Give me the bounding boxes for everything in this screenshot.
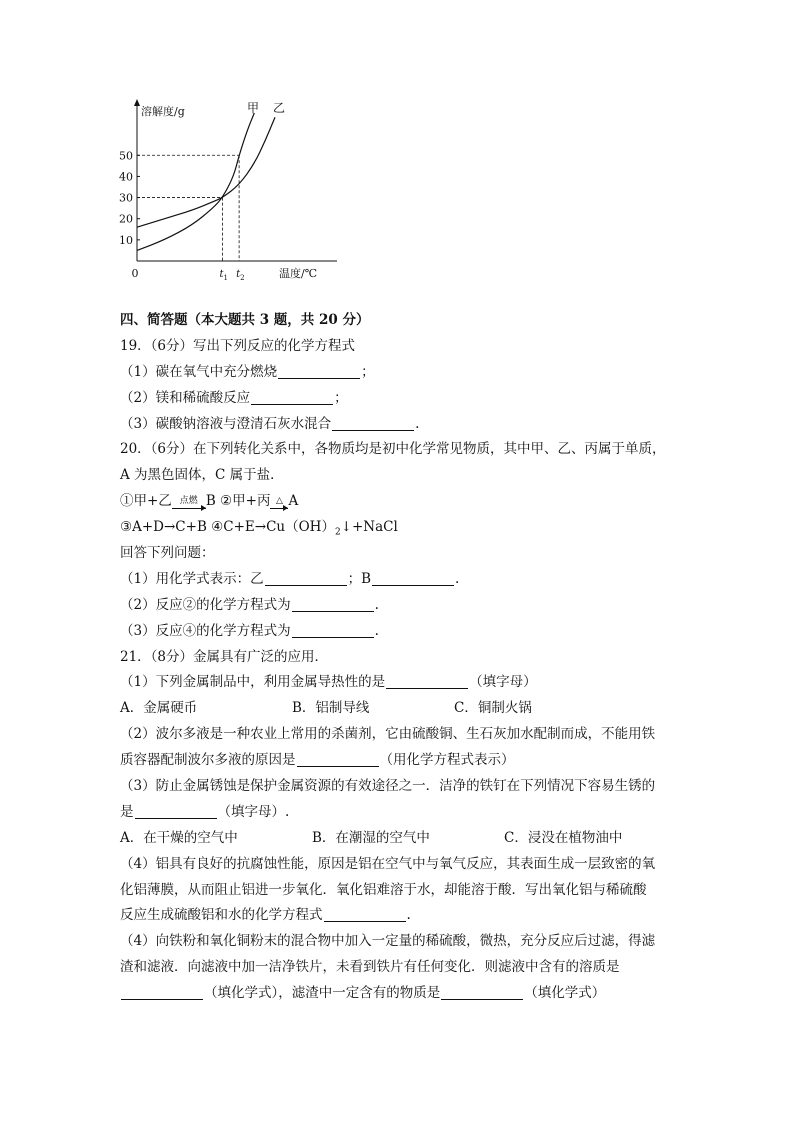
answer-blank[interactable] — [297, 752, 379, 767]
q21-part3-line2 — [120, 800, 680, 826]
q20-a1-end: . — [455, 570, 460, 587]
q19-p2-text: （2）镁和稀硫酸反应 — [120, 389, 251, 406]
reaction-1-left: ①甲+乙 — [120, 493, 172, 510]
q21-p3-text: 是 — [120, 803, 134, 820]
q21-part2-line1: （2）波尔多液是一种农业上常用的杀菌剂，它由硫酸铜、生石灰加水配制而成，不能用铁 — [120, 726, 656, 743]
series-label-1: 甲 — [247, 101, 260, 115]
q21-part4-line1: （4）铝具有良好的抗腐蚀性能，原因是铝在空气中与氧气反应，其表面生成一层致密的氧 — [120, 855, 656, 872]
q21-p4-end: . — [406, 907, 411, 924]
q20-stem-1: 20．（6分）在下列转化关系中，各物质均是初中化学常见物质，其中甲、乙、丙属于单质， — [120, 441, 666, 458]
answer-blank[interactable] — [441, 985, 523, 1000]
q20-answer-3 — [120, 619, 680, 645]
q20-a1-text: （1）用化学式表示：乙 — [120, 570, 264, 587]
q21-p1-text: （1）下列金属制品中，利用金属导热性的是 — [120, 674, 386, 691]
series-line-1 — [137, 113, 254, 250]
q19-p3-text: （3）碳酸钠溶液与澄清石灰水混合 — [120, 415, 332, 432]
section-title: 四、简答题（本大题共 3 题，共 20 分） — [120, 312, 370, 328]
answer-blank[interactable] — [372, 571, 454, 586]
q20-a2-text: （2）反应②的化学方程式为 — [120, 596, 291, 613]
reaction-arrow — [270, 497, 288, 512]
q20-a1-mid: ；B — [347, 570, 372, 587]
reaction-arrow — [172, 497, 206, 512]
q19-p2-end: ； — [334, 389, 348, 406]
question-content — [120, 308, 680, 1007]
q21-part3-options — [120, 826, 680, 852]
y-axis-arrow — [134, 99, 140, 106]
answer-blank[interactable] — [386, 674, 468, 689]
option-a[interactable]: A．在干燥的空气中 — [120, 829, 238, 846]
answer-blank[interactable] — [292, 623, 374, 638]
q21-part5-line2: 渣和滤液．向滤液中加一洁净铁片，未看到铁片有任何变化．则滤液中含有的溶质是 — [120, 959, 620, 976]
y-tick-label: 20 — [119, 212, 133, 226]
option-c[interactable]: C．浸没在植物油中 — [504, 829, 623, 846]
x-tick-sub: 2 — [240, 274, 245, 282]
q21-part4-line3 — [120, 903, 680, 929]
q21-p3-end: （填字母）. — [217, 803, 290, 820]
q20-a3-text: （3）反应④的化学方程式为 — [120, 622, 291, 639]
reaction-2-right: A — [288, 493, 299, 510]
series-line-2 — [137, 117, 275, 227]
reaction-4-a: ④C+E→Cu（OH） — [211, 519, 335, 536]
reaction-2-left: ②甲+丙 — [220, 493, 271, 510]
q19-part3 — [120, 412, 680, 438]
reaction-1-condition: 点燃 — [179, 496, 198, 507]
reaction-1-right: B — [205, 493, 216, 510]
series-label-2: 乙 — [273, 101, 286, 115]
q21-p2-end: （用化学方程式表示） — [379, 752, 515, 769]
answer-blank[interactable] — [324, 907, 406, 922]
q20-a3-end: . — [374, 622, 379, 639]
x-tick-sub: 1 — [223, 274, 229, 282]
y-axis-label: 溶解度/g — [141, 105, 185, 118]
option-b[interactable]: B．铝制导线 — [292, 700, 370, 717]
reaction-4-b: ↓+NaCl — [340, 519, 398, 536]
q20-reactions-34 — [120, 515, 680, 541]
q20-a2-end: . — [374, 596, 379, 613]
reaction-2-condition: △ — [275, 496, 283, 507]
q19-stem: 19．（6分）写出下列反应的化学方程式 — [120, 337, 356, 354]
chart-axes — [134, 99, 337, 261]
q20-answer-2 — [120, 593, 680, 619]
q21-part5-line1: （4）向铁粉和氧化铜粉末的混合物中加入一定量的稀硫酸，微热，充分反应后过滤，得滤 — [120, 933, 656, 950]
origin-label: 0 — [131, 267, 139, 280]
q19-p1-end: ； — [361, 363, 375, 380]
answer-blank[interactable] — [135, 804, 217, 819]
q21-part2-line2 — [120, 748, 680, 774]
answer-blank[interactable] — [265, 571, 347, 586]
q21-p5-mid: （填化学式），滤渣中一定含有的物质是 — [204, 985, 441, 1002]
answer-blank[interactable] — [292, 597, 374, 612]
q21-part1-options — [120, 696, 680, 722]
q20-answer-1 — [120, 567, 680, 593]
q20-reactions-12 — [120, 489, 680, 515]
reaction-4-sub: 2 — [334, 527, 341, 538]
q21-part3-line1: （3）防止金属锈蚀是保护金属资源的有效途径之一．洁净的铁钉在下列情况下容易生锈的 — [120, 778, 656, 795]
solubility-chart — [115, 95, 345, 285]
q21-part5-line3 — [120, 981, 680, 1007]
option-c[interactable]: C．铜制火锅 — [454, 700, 532, 717]
y-tick-label: 50 — [119, 149, 133, 163]
q20-stem-2: A 为黑色固体，C 属于盐． — [120, 467, 284, 484]
option-a[interactable]: A．金属硬币 — [120, 700, 198, 717]
x-axis-label: 温度/℃ — [279, 267, 318, 280]
q21-p4-text: 反应生成硫酸铝和水的化学方程式 — [120, 907, 323, 924]
q19-p3-end: . — [415, 415, 420, 432]
q21-p1-end: （填字母） — [469, 674, 537, 691]
answer-blank[interactable] — [121, 985, 203, 1000]
reaction-3: ③A+D→C+B — [120, 519, 207, 536]
y-tick-label: 10 — [119, 233, 133, 247]
q19-part2 — [120, 386, 680, 412]
q21-p5-end: （填化学式） — [524, 985, 606, 1002]
q19-part1 — [120, 360, 680, 386]
q20-ask: 回答下列问题： — [120, 545, 215, 562]
x-tick-label: t — [219, 269, 224, 280]
answer-blank[interactable] — [332, 416, 414, 431]
x-tick-label: t — [236, 269, 241, 280]
option-b[interactable]: B．在潮湿的空气中 — [312, 829, 430, 846]
answer-blank[interactable] — [251, 390, 333, 405]
q21-p2-text: 质容器配制波尔多液的原因是 — [120, 752, 296, 769]
q19-p1-text: （1）碳在氧气中充分燃烧 — [120, 363, 278, 380]
q21-part1 — [120, 670, 680, 696]
chart-labels — [119, 101, 317, 282]
chart-series — [137, 113, 275, 250]
answer-blank[interactable] — [278, 364, 360, 379]
q21-part4-line2: 化铝薄膜，从而阻止铝进一步氧化．氧化铝难溶于水，却能溶于酸．写出氧化铝与稀硫酸 — [120, 881, 647, 898]
q21-stem: 21．（8分）金属具有广泛的应用． — [120, 648, 329, 665]
y-tick-label: 40 — [119, 170, 133, 184]
y-tick-label: 30 — [119, 191, 133, 205]
